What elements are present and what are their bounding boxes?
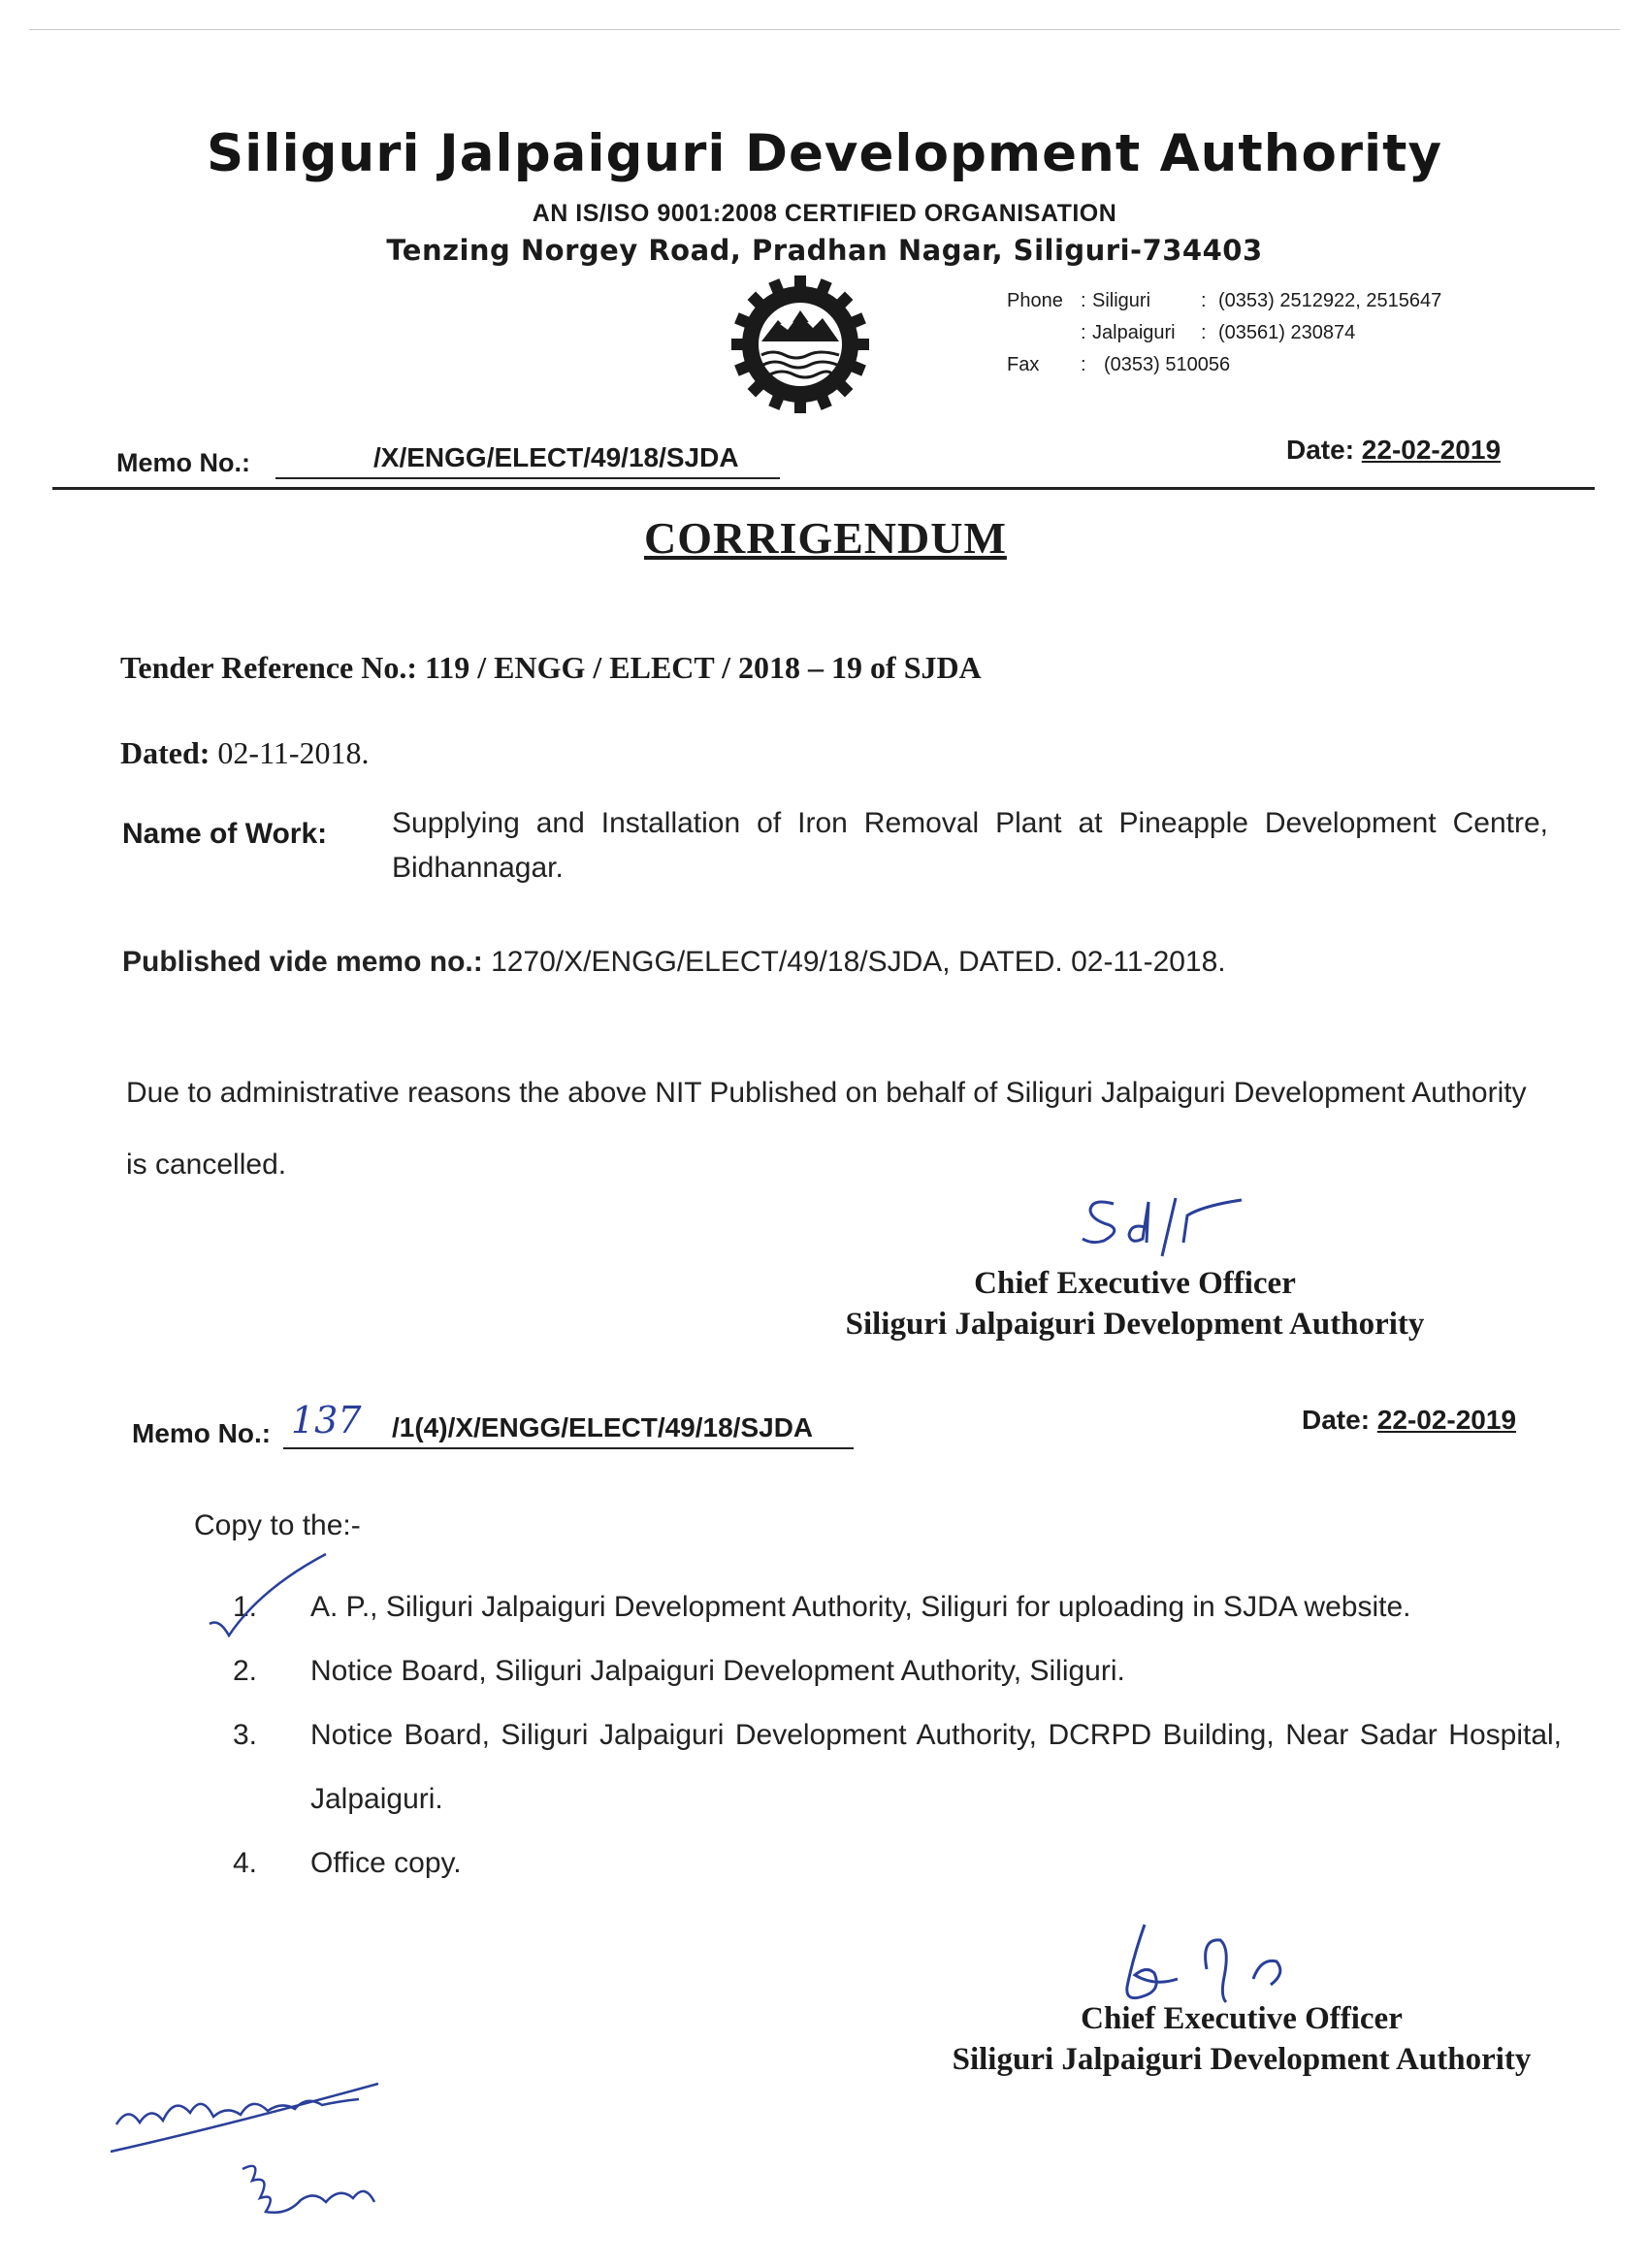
list-item-number: 4. [233, 1847, 258, 1879]
contact-place: Jalpaiguri [1092, 322, 1176, 343]
signature-block-2 [854, 1998, 1630, 2080]
org-address: Tenzing Norgey Road, Pradhan Nagar, Siliguri-734403 [386, 234, 1263, 267]
list-item-text: Notice Board, Siliguri Jalpaiguri Development Authority, DCRPD Building, Near Sadar Hospital, Jalpaiguri. [310, 1719, 1562, 1815]
published-value: 1270/X/ENGG/ELECT/49/18/SJDA, DATED. 02-11-2018. [491, 946, 1226, 978]
name-of-work-value: Supplying and Installation of Iron Removal Plant at Pineapple Development Centre, Bidhannagar. [392, 807, 1548, 884]
dated-value: 02-11-2018. [217, 735, 370, 770]
document-title: CORRIGENDUM [644, 513, 1007, 563]
signatory-title: Chief Executive Officer [974, 1266, 1296, 1301]
header-divider [52, 487, 1595, 490]
contact-number: (03561) 230874 [1218, 322, 1356, 343]
published-label: Published vide memo no.: [122, 946, 483, 978]
contact-number: (0353) 2512922, 2515647 [1218, 290, 1442, 311]
copy-memo-underline [283, 1447, 854, 1449]
contact-place: Siliguri [1092, 290, 1151, 311]
copy-memo-date [1302, 1405, 1516, 1436]
certification-line: AN IS/ISO 9001:2008 CERTIFIED ORGANISATION [532, 200, 1117, 227]
date-value: 22-02-2019 [1376, 1405, 1517, 1435]
signature-sd [1075, 1188, 1278, 1266]
signatory-org: Siliguri Jalpaiguri Development Authority [845, 1307, 1425, 1342]
name-of-work-label: Name of Work: [122, 818, 328, 850]
date-label: Date: [1286, 435, 1355, 465]
dated-label: Dated: [120, 735, 210, 770]
list-item [233, 1831, 1562, 1895]
gear-seal-emblem-icon [729, 274, 871, 415]
list-item-text: A. P., Siliguri Jalpaiguri Development Authority, Siliguri for uploading in SJDA website. [310, 1591, 1411, 1623]
tender-dated [120, 735, 370, 771]
memo-label: Memo No.: [116, 448, 250, 477]
copy-memo-label: Memo No.: [132, 1418, 272, 1448]
tender-label: Tender Reference No.: [120, 650, 417, 685]
org-name: Siliguri Jalpaiguri Development Authority [206, 124, 1443, 183]
signatory-title: Chief Executive Officer [1081, 2001, 1403, 2036]
published-memo [122, 946, 1226, 979]
signatory-org: Siliguri Jalpaiguri Development Authority [952, 2042, 1532, 2077]
signature-block-1 [747, 1263, 1523, 1345]
memo-number: /X/ENGG/ELECT/49/18/SJDA [373, 442, 739, 472]
contact-label: Phone [1007, 290, 1063, 311]
copy-to-list [233, 1575, 1562, 1895]
date-value: 22-02-2019 [1361, 435, 1502, 465]
contact-label: Fax [1007, 354, 1040, 375]
memo-underline [275, 477, 780, 479]
memo-date [1286, 435, 1501, 466]
scan-edge-line [29, 29, 1620, 30]
list-item-text: Notice Board, Siliguri Jalpaiguri Development Authority, Siliguri. [310, 1655, 1125, 1687]
corrigendum-body: Due to administrative reasons the above NIT Published on behalf of Siliguri Jalpaiguri Development Authority is cancelled. [126, 1077, 1527, 1181]
handwritten-tick-mark [204, 1550, 340, 1647]
date-label: Date: [1302, 1405, 1371, 1435]
copy-to-label: Copy to the:- [194, 1509, 361, 1541]
list-item-number: 2. [233, 1655, 258, 1687]
handwritten-annotation [107, 2066, 417, 2231]
copy-memo-number: /1(4)/X/ENGG/ELECT/49/18/SJDA [392, 1412, 814, 1442]
handwritten-memo-number: 137 [291, 1399, 362, 1442]
list-item [233, 1703, 1562, 1831]
list-item-text: Office copy. [310, 1847, 462, 1879]
contact-number: (0353) 510056 [1104, 354, 1231, 375]
list-item-number: 1. [233, 1591, 258, 1623]
tender-value: 119 / ENGG / ELECT / 2018 – 19 of SJDA [425, 650, 982, 685]
list-item [233, 1639, 1562, 1703]
tender-reference [120, 650, 982, 686]
list-item [233, 1575, 1562, 1639]
list-item-number: 3. [233, 1719, 258, 1751]
